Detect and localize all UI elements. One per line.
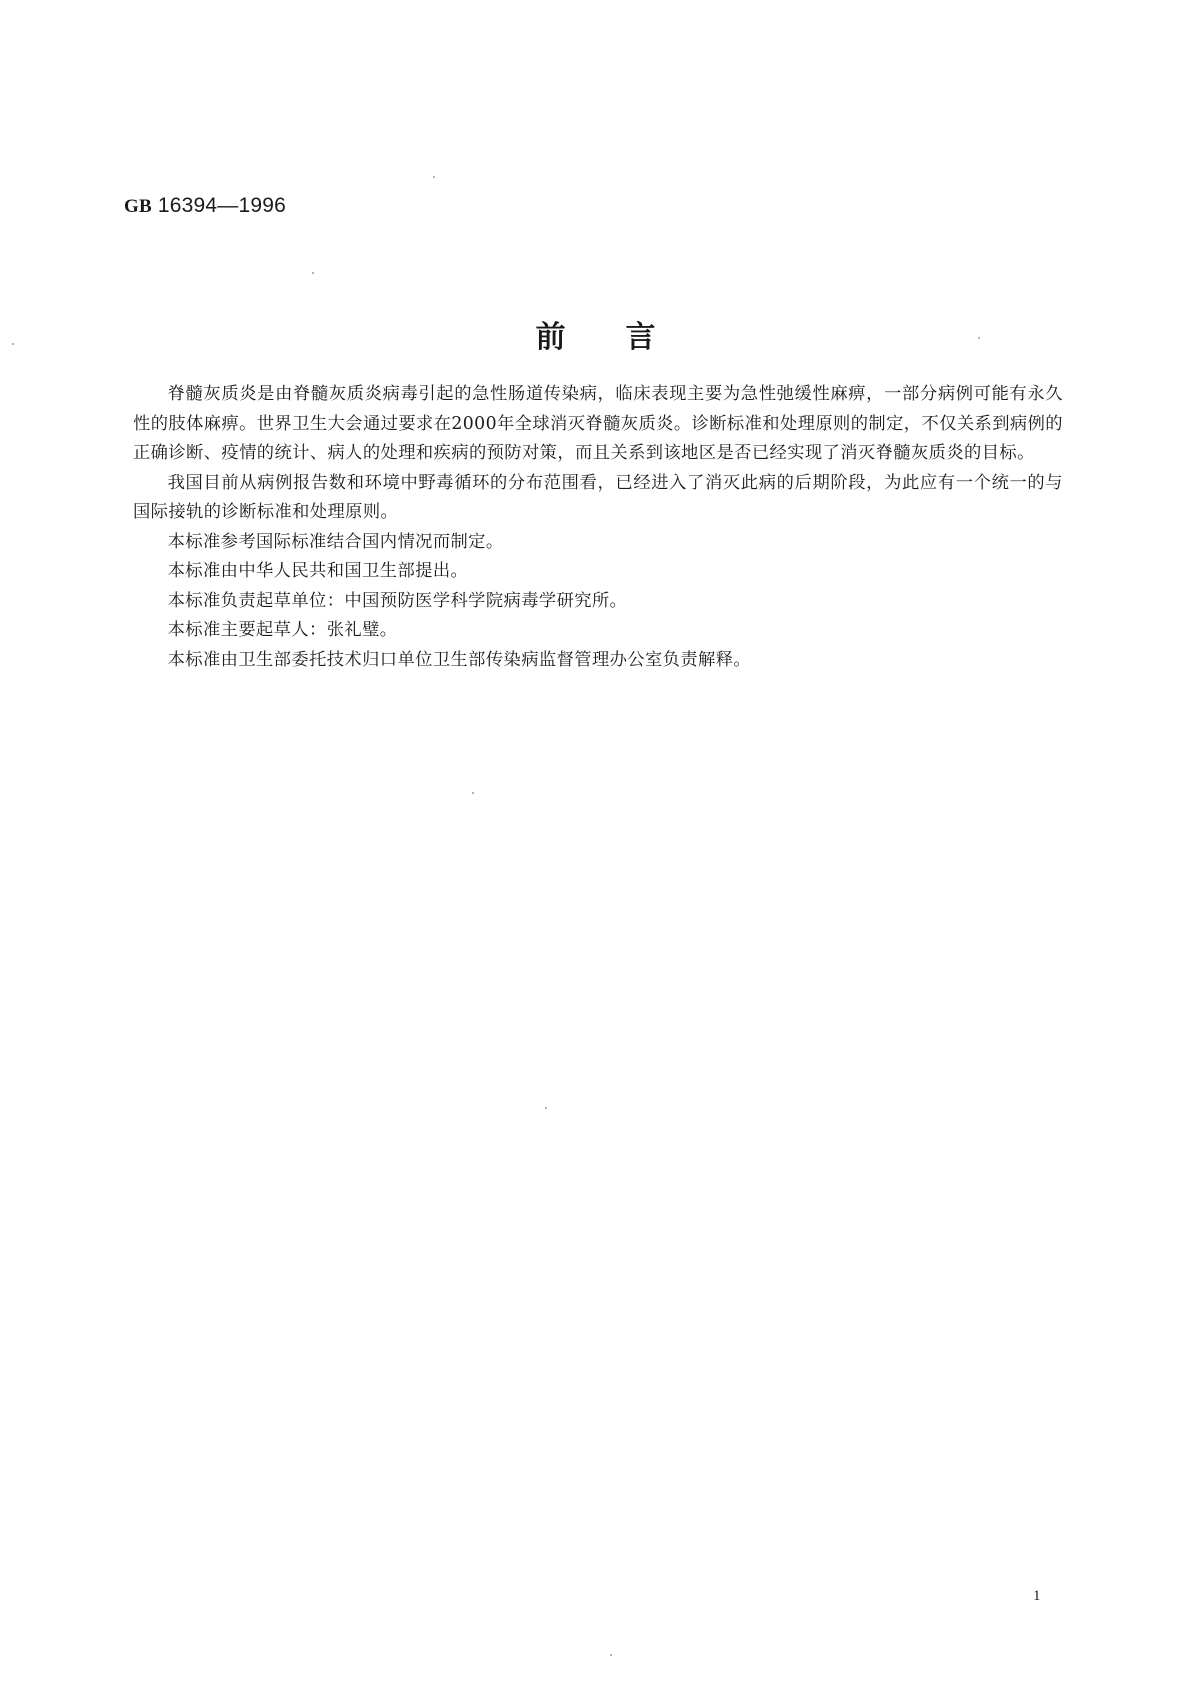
page-number: 1	[1033, 1588, 1041, 1604]
scan-speck	[312, 272, 314, 274]
foreword-body	[133, 380, 1063, 675]
paragraph: 本标准由卫生部委托技术归口单位卫生部传染病监督管理办公室负责解释。	[167, 649, 752, 670]
scan-speck	[433, 176, 435, 178]
scan-speck	[12, 343, 14, 345]
paragraph: 本标准由中华人民共和国卫生部提出。	[167, 561, 469, 581]
standard-code	[124, 194, 286, 218]
scan-speck	[610, 1654, 612, 1656]
standard-number: 16394—1996	[157, 194, 286, 217]
paragraph: 本标准参考国际标准结合国内情况而制定。	[167, 531, 504, 552]
scan-speck	[978, 337, 980, 339]
scan-speck	[472, 792, 474, 794]
paragraph: 本标准负责起草单位：中国预防医学科学院病毒学研究所。	[167, 590, 628, 611]
scan-speck	[545, 1107, 547, 1109]
paragraph: 本标准主要起草人：张礼璧。	[167, 620, 398, 640]
standard-prefix: GB	[124, 196, 152, 217]
paragraph: 我国目前从病例报告数和环境中野毒循环的分布范围看，已经进入了消灭此病的后期阶段，为此应有一个统一的与国际接轨的诊断标准和处理原则。	[133, 472, 1063, 522]
paragraph: 脊髓灰质炎是由脊髓灰质炎病毒引起的急性肠道传染病，临床表现主要为急性弛缓性麻痹，一部分病例可能有永久性的肢体麻痹。世界卫生大会通过要求在2000年全球消灭脊髓灰质炎。诊断标准和处理原则的制定，不仅关系到病例的正确诊断、疫情的统计、病人的处理和疾病的预防对策，而且关系到该地区是否已经实现了消灭脊髓灰质炎的目标。	[133, 384, 1063, 463]
page-title: 前言	[535, 320, 716, 355]
